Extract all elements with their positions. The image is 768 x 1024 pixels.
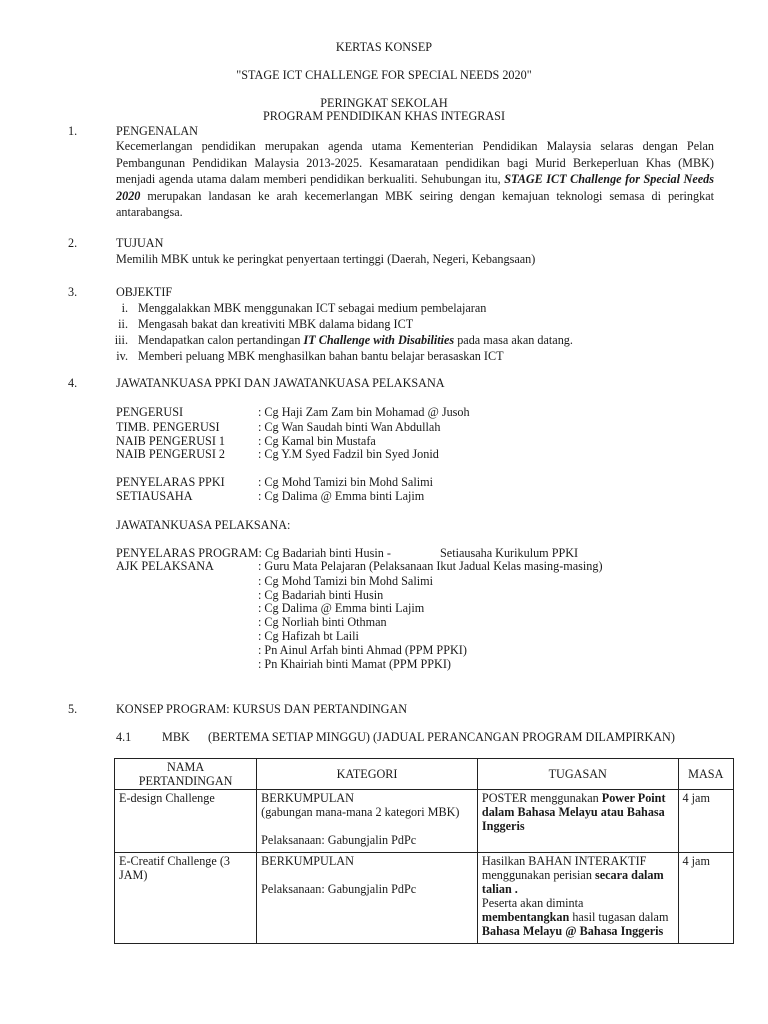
objective-number: i. [121, 301, 128, 315]
ajk-member: : Cg Badariah binti Husin [258, 588, 384, 602]
table-header-row [115, 759, 734, 790]
category-implementation: Pelaksanaan: Gabungjalin PdPc [261, 882, 417, 896]
section-4-heading: JAWATANKUASA PPKI DAN JAWATANKUASA PELAKSANA [116, 376, 445, 390]
section-4-number: 4. [68, 376, 78, 390]
header-cell: NAMA PERTANDINGAN [115, 759, 257, 790]
ajk-label: AJK PELAKSANA [116, 559, 214, 573]
committee-name: : Cg Haji Zam Zam bin Mohamad @ Jusoh [258, 405, 470, 419]
objective-text-b: pada masa akan datang. [457, 333, 573, 347]
intro-text-a: Kecemerlangan pendidikan merupakan agenda utama Kementerian Pendidikan Malaysia selaras dengan Pelan Pembangunan Pendidikan Malaysia 2013-2025. Kesamarataan pendidikan bagi Murid Berkeperluan Khas (MBK) menjadi agenda utama dalam memberi pendidikan berkualiti. Sehubungan itu, [116, 139, 714, 186]
objective-number: iii. [114, 333, 128, 347]
ajk-member: : Pn Ainul Arfah binti Ahmad (PPM PPKI) [258, 643, 467, 657]
category-type: BERKUMPULAN [261, 791, 354, 805]
committee-role: TIMB. PENGERUSI [116, 420, 220, 434]
ajk-member: : Guru Mata Pelajaran (Pelaksanaan Ikut Jadual Kelas masing-masing) [258, 559, 603, 573]
table-cell-category [257, 790, 478, 853]
intro-program-name: STAGE ICT Challenge for Special Needs 2020 [116, 172, 714, 203]
table-row [115, 853, 734, 944]
document-title: KERTAS KONSEP [335, 40, 433, 54]
task-text: POSTER menggunakan [481, 791, 599, 805]
objective-item: Menggalakkan MBK menggunakan ICT sebagai medium pembelajaran [138, 301, 487, 315]
table-cell-task [477, 790, 678, 853]
ajk-member: : Pn Khairiah binti Mamat (PPM PPKI) [258, 657, 451, 671]
table-cell-category [257, 853, 478, 944]
section-5-number: 5. [68, 702, 78, 716]
task-text: hasil tugasan dalam [572, 910, 669, 924]
exec-committee-heading: JAWATANKUASA PELAKSANA: [116, 518, 291, 532]
section-5-heading: KONSEP PROGRAM: KURSUS DAN PERTANDINGAN [116, 702, 408, 716]
ajk-member: : Cg Hafizah bt Laili [258, 629, 359, 643]
table-cell-name: E-Creatif Challenge (3 JAM) [115, 853, 257, 944]
committee-name: : Cg Mohd Tamizi bin Mohd Salimi [258, 475, 433, 489]
task-text-bold: Bahasa Melayu @ Bahasa Inggeris [481, 924, 664, 938]
task-text-bold: secara dalam talian . [481, 868, 664, 896]
committee-name: : Cg Kamal bin Mustafa [258, 434, 376, 448]
table-cell-task [477, 853, 678, 944]
task-text-bold: Power Point dalam Bahasa Melayu atau Bahasa Inggeris [481, 791, 666, 833]
section-1-number: 1. [68, 124, 78, 138]
category-implementation: Pelaksanaan: Gabungjalin PdPc [261, 833, 417, 847]
table-cell-time: 4 jam [678, 790, 733, 853]
table-row [115, 790, 734, 853]
section-2-number: 2. [68, 236, 78, 250]
category-note: (gabungan mana-mana 2 kategori MBK) [261, 805, 460, 819]
header-cell: MASA [678, 759, 733, 790]
section-1-heading: PENGENALAN [116, 124, 198, 138]
section-2-heading: TUJUAN [116, 236, 164, 250]
committee-name: : Cg Y.M Syed Fadzil bin Syed Jonid [258, 447, 439, 461]
subsection-label: MBK [162, 730, 190, 744]
intro-text-b: merupakan landasan ke arah kecemerlangan MBK seiring dengan kemajuan teknologi semasa di peringkat antarabangsa. [116, 188, 714, 219]
section-3-number: 3. [68, 285, 78, 299]
committee-role: SETIAUSAHA [116, 489, 193, 503]
subsection-text: (BERTEMA SETIAP MINGGU) (JADUAL PERANCANGAN PROGRAM DILAMPIRKAN) [208, 730, 675, 744]
objective-item [138, 333, 573, 348]
task-text: Hasilkan BAHAN INTERAKTIF menggunakan perisian [481, 854, 647, 882]
committee-name: : Cg Dalima @ Emma binti Lajim [258, 489, 425, 503]
committee-role: NAIB PENGERUSI 2 [116, 447, 226, 461]
program-line: PROGRAM PENDIDIKAN KHAS INTEGRASI [262, 109, 506, 123]
objective-competition-name: IT Challenge with Disabilities [303, 333, 455, 347]
objective-text-a: Mendapatkan calon pertandingan [138, 333, 301, 347]
table-cell-name: E-design Challenge [115, 790, 257, 853]
header-cell: TUGASAN [477, 759, 678, 790]
level-line: PERINGKAT SEKOLAH [320, 96, 448, 110]
program-coordinator: PENYELARAS PROGRAM: Cg Badariah binti Husin - [116, 546, 391, 560]
program-title: "STAGE ICT CHALLENGE FOR SPECIAL NEEDS 2020" [236, 68, 532, 82]
objective-item: Memberi peluang MBK menghasilkan bahan bantu belajar berasaskan ICT [138, 349, 504, 363]
table-cell-time: 4 jam [678, 853, 733, 944]
header-cell: KATEGORI [257, 759, 478, 790]
task-text-bold: membentangkan [481, 910, 570, 924]
subsection-number: 4.1 [116, 730, 132, 744]
category-type: BERKUMPULAN [261, 854, 354, 868]
committee-role: PENYELARAS PPKI [116, 475, 225, 489]
committee-role: PENGERUSI [116, 405, 184, 419]
section-1-paragraph [116, 138, 714, 221]
section-3-heading: OBJEKTIF [116, 285, 173, 299]
objective-number: ii. [118, 317, 128, 331]
ajk-member: : Cg Dalima @ Emma binti Lajim [258, 601, 425, 615]
ajk-member: : Cg Norliah binti Othman [258, 615, 387, 629]
section-2-text: Memilih MBK untuk ke peringkat penyertaan tertinggi (Daerah, Negeri, Kebangsaan) [116, 252, 536, 266]
competition-table [114, 758, 734, 944]
committee-role: NAIB PENGERUSI 1 [116, 434, 226, 448]
ajk-member: : Cg Mohd Tamizi bin Mohd Salimi [258, 574, 433, 588]
program-coordinator-role: Setiausaha Kurikulum PPKI [440, 546, 579, 560]
task-text: Peserta akan diminta [481, 896, 584, 910]
objective-item: Mengasah bakat dan kreativiti MBK dalama bidang ICT [138, 317, 414, 331]
objective-number: iv. [116, 349, 128, 363]
committee-name: : Cg Wan Saudah binti Wan Abdullah [258, 420, 441, 434]
